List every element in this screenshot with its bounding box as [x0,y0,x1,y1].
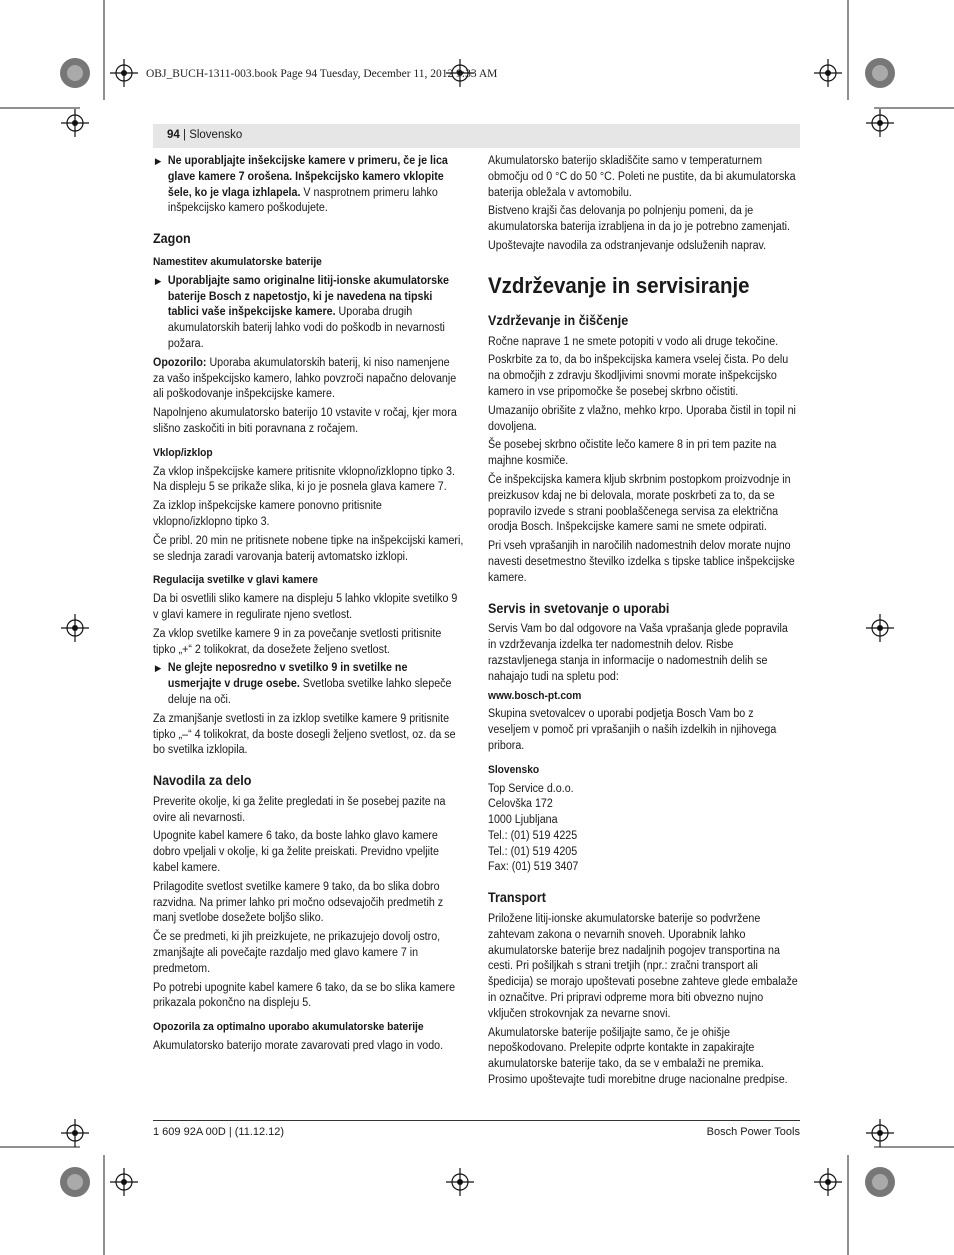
footer-brand: Bosch Power Tools [706,1126,800,1138]
body-text: Za zmanjšanje svetlosti in za izklop svetilke kamere 9 pritisnite tipko „–“ 4 tolikokrat, da boste dosegli željeno svetlost, oz. da se bo svetilka izklopila. [153,712,456,757]
paragraph [488,622,799,685]
body-text: Uporaba drugih akumulatorskih baterij lahko vodi do poškodb in nevarnosti požara. [167,306,445,350]
triangle-bullet-icon: ▶ [154,275,162,286]
chapter-heading [488,273,799,299]
paragraph [488,782,799,877]
right-column [488,154,799,1092]
body-text: Upoštevajte navodila za odstranjevanje odsluženih naprav. [488,239,767,252]
body-text: Akumulatorske baterije pošiljajte samo, če je ohišje nepoškodovano. Prelepite odprte kontakte in zapakirajte akumulatorske baterije tako, da se v embalaži ne premika. [488,1026,764,1071]
body-text: Uporaba akumulatorskih baterij, ki niso namenjene za vašo inšpekcijsko kamero, lahko povzroči napačno delovanje ali poškodovanje inšpekcijske kamere. [153,356,457,401]
bold-text: Vzdrževanje in servisiranje [488,272,750,298]
paragraph [153,829,464,876]
warning-item [153,154,464,217]
body-text: Servis Vam bo dal odgovore na Vaša vprašanja glede popravila in vzdrževanja izdelka ter nadomestnih delov. Risbe razstavljenega stanja in informacije o nadomestnih delih se nahajajo tudi na spletu pod: [488,623,788,683]
paragraph [153,592,464,624]
bold-text: Navodila za delo [153,773,252,789]
body-text: Poskrbite za to, da bo inšpekcijska kamera vselej čista. Po delu na območjih z zdravju škodljivimi snovmi morate inšpekcijsko kamero in vse pripomočke še posebej skrbno očistiti. [488,354,789,398]
body-text: Akumulatorsko baterijo morate zavarovati pred vlago in vodo. [153,1040,444,1053]
bold-text: Namestitev akumulatorske baterije [153,255,322,268]
body-text: Če pribl. 20 min ne pritisnete nobene tipke na inšpekcijski kameri, se slednja zaradi varovanja baterij avtomatsko izklopi. [153,534,464,563]
left-column [153,154,464,1058]
body-text: Celovška 172 [488,798,553,811]
paragraph [488,438,799,470]
print-info: OBJ_BUCH-1311-003.book Page 94 Tuesday, December 11, 2012 9:33 AM [146,68,498,80]
bold-text: Vklop/izklop [153,446,213,459]
body-text: Za vklop svetilke kamere 9 in za povečanje svetlosti pritisnite tipko „+“ 2 tolikokrat, da dosežete željeno svetlost. [153,627,442,656]
body-text: Napolnjeno akumulatorsko baterijo 10 vstavite v ročaj, kjer mora slišno zaskočiti in biti poravnana z ročajem. [153,407,457,435]
body-text: Po potrebi upognite kabel kamere 6 tako, da se bo slika kamere prikazala pokončno na displeju 5. [153,981,456,1010]
paragraph [153,627,464,659]
footer-rule [153,1120,800,1121]
bold-text: Zagon [153,231,191,247]
paragraph [153,356,464,403]
paragraph [488,154,799,201]
bold-text: Vzdrževanje in čiščenje [488,312,629,328]
bold-text: Ne glejte neposredno v svetilko 9 in svetilke ne usmerjajte v druge osebe. [167,662,408,691]
subsection-heading [488,763,799,779]
body-text: Fax: (01) 519 3407 [488,861,579,874]
body-text: Skupina svetovalcev o uporabi podjetja Bosch Vam bo z veseljem v pomoč pri vprašanjih o naših izdelkih in njihovega pribora. [488,708,777,752]
body-text: Priložene litij-ionske akumulatorske baterije so podvržene zahtevam zakona o nevarnih snoveh. Uporabnik lahko akumulatorske baterije brez nadaljnih pogojev transportina na cesti. Pri pošiljkah s strani tretjih (npr.: zračni transport ali špedicija) se morajo upoštevati posebne zahteve glede embalaže in označitve. Pri pripravi odpreme mora biti obvezno nujno vključen strokovnjak za nevarne snovi. [488,913,798,1020]
paragraph [153,712,464,759]
subsection-heading [153,255,464,271]
body-text: Top Service d.o.o. [488,782,574,795]
section-heading [488,313,799,329]
bold-text: Ne uporabljajte inšekcijske kamere v primeru, če je lica glave kamere 7 orošena. Inšpekcijsko kamero vklopite šele, ko je vlaga izhlapela. [167,155,448,199]
body-text: Preverite okolje, ki ga želite pregledati in še posebej pazite na ovire ali nevarnosti. [153,795,446,824]
body-text: Za izklop inšpekcijske kamere ponovno pritisnite vklopno/izklopno tipko 3. [153,500,382,528]
paragraph [488,404,799,436]
paragraph [153,1039,464,1055]
paragraph [153,465,464,497]
triangle-bullet-icon: ▶ [154,156,162,166]
bold-text: Slovensko [488,763,540,776]
subsection-heading [153,1020,464,1036]
header-text [167,129,242,141]
paragraph [153,534,464,566]
footer-part-number: 1 609 92A 00D | (11.12.12) [153,1126,285,1138]
paragraph [153,930,464,977]
section-heading [488,890,799,906]
paragraph [488,1026,799,1089]
paragraph [153,880,464,927]
paragraph [153,499,464,531]
bold-text: Opozorila za optimalno uporabo akumulatorske baterije [153,1021,424,1034]
body-text: Svetloba svetilke lahko slepeče deluje na oči. [167,678,452,706]
bold-text: Transport [488,890,546,906]
paragraph [488,912,799,1023]
section-heading [153,773,464,789]
page-number: 94 [167,129,180,141]
bold-text: www.bosch-pt.com [488,689,582,702]
body-text: 1000 Ljubljana [488,814,558,827]
body-text: Ročne naprave 1 ne smete potopiti v vodo ali druge tekočine. [488,335,779,348]
body-text: Prilagodite svetlost svetilke kamere 9 tako, da bo slika dobro razvidna. Na primer lahko pri močno odsevajočih predmetih z manj svetlobe dosežete boljšo sliko. [153,880,444,925]
bold-text: Uporabljajte samo originalne litij-ionske akumulatorske baterije Bosch z napetostjo, ki je navedena na tipski tablici vaše inšpekcijske kamere. [167,274,450,319]
paragraph [488,707,799,754]
triangle-bullet-icon: ▶ [154,663,162,674]
body-text: Če se predmeti, ki jih preizkujete, ne prikazujejo dovolj ostro, zmanjšajte ali povečajte razdaljo med glavo kamere 7 in predmetom. [153,931,441,975]
paragraph [153,981,464,1013]
bold-text: Opozorilo: [153,356,207,369]
body-text: Prosimo upoštevajte tudi morebitne druge nacionalne predpise. [488,1074,788,1087]
warning-item [153,661,464,708]
paragraph [488,335,799,351]
header-separator: | [179,129,190,141]
body-text: Pri vseh vprašanjih in naročilih nadomestnih delov morate nujno navesti desetmestno številko izdelka s tipske tablice inšpekcijske kamere. [488,540,795,584]
body-text: Akumulatorsko baterijo skladiščite samo v temperaturnem območju od 0 °C do 50 °C. Poleti ne pustite, da bi akumulatorska baterija obležala v avtomobilu. [488,155,796,199]
body-text: Bistveno krajši čas delovanja po polnjenju pomeni, da je akumulatorska baterija izrabljena in da jo je potrebno zamenjati. [488,205,791,234]
bold-text: Regulacija svetilke v glavi kamere [153,574,318,587]
subsection-heading [153,446,464,462]
body-text: Za vklop inšpekcijske kamere pritisnite vklopno/izklopno tipko 3. Na displeju 5 se prikaže slika, ki jo je posnela glava kamere 7. [153,465,455,494]
body-text: V nasprotnem primeru lahko inšpekcijsko kamero poškodujete. [167,186,438,215]
page-header [153,124,800,148]
paragraph [488,473,799,536]
body-text: Upognite kabel kamere 6 tako, da boste lahko glavo kamere dobro vpeljali v okolje, ki ga želite preiskati. Previdno vpeljite kabel kamere. [153,830,439,875]
subsection-heading [153,573,464,589]
body-text: Tel.: (01) 519 4205 [488,845,578,858]
warning-item [153,274,464,353]
header-language: Slovensko [189,129,243,141]
paragraph [488,353,799,400]
bold-text: Servis in svetovanje o uporabi [488,600,670,616]
paragraph [488,204,799,236]
website-url [488,689,799,705]
body-text: Tel.: (01) 519 4225 [488,829,578,842]
body-text: Da bi osvetlili sliko kamere na displeju 5 lahko vklopite svetilko 9 v glavi kamere in regulirate njeno svetlost. [153,593,458,621]
paragraph [488,539,799,586]
paragraph [488,239,799,255]
paragraph [153,406,464,438]
paragraph [153,795,464,827]
body-text: Še posebej skrbno očistite lečo kamere 8 in pri tem pazite na majhne kosmiče. [488,439,777,468]
body-text: Umazanijo obrišite z vlažno, mehko krpo. Uporaba čistil in topil ni dovoljena. [488,404,796,433]
body-text: Če inšpekcijska kamera kljub skrbnim postopkom proizvodnje in preizkusov kdaj ne bi delovala, morate poskrbeti za to, da se popravilo izvede s strani pooblaščenega servisa za električna orodja Bosch. Inšpekcijske kamere sami ne smete odpirati. [488,473,791,534]
section-heading [488,601,799,617]
section-heading [153,231,464,247]
